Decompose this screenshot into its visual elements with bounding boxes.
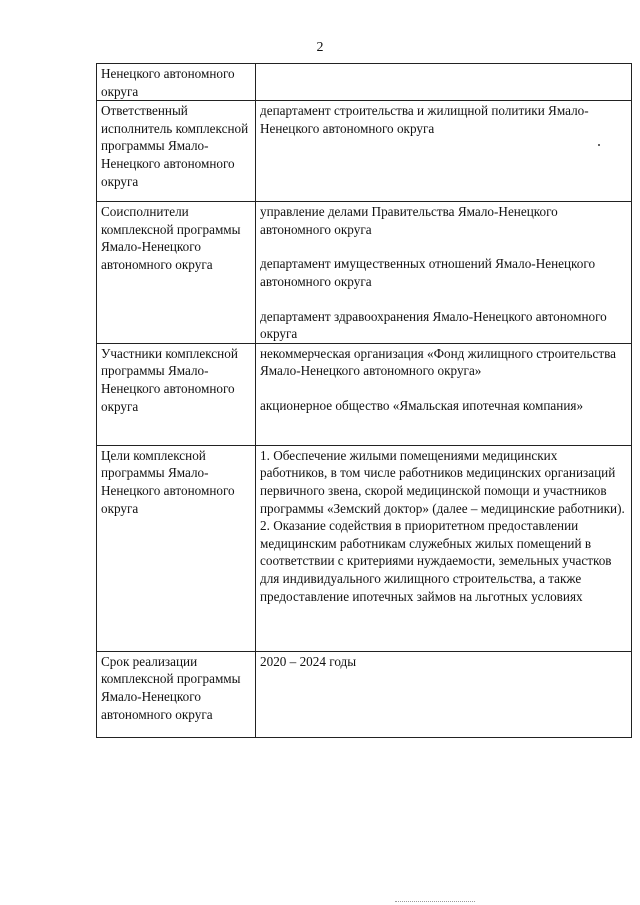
row-label: Участники комплексной программы Ямало-Ненецкого автономного округа [97,343,256,445]
row-value [256,202,632,344]
row-label: Срок реализации комплексной программы Ямало-Ненецкого автономного округа [97,651,256,737]
table-row-responsible-executor [97,101,632,202]
table-row-participants [97,343,632,445]
table-row-continuation [97,64,632,101]
row-value [256,101,632,202]
row-value [256,343,632,445]
page-number: 2 [316,40,324,55]
row-value [256,651,632,737]
row-label: Ответственный исполнитель комплексной программы Ямало-Ненецкого автономного округа [97,101,256,202]
table-row-implementation-period [97,651,632,737]
value-paragraph: 2. Оказание содействия в приоритетном предоставлении медицинским работникам служебных жилых помещений в соответствии с критериями нуждаемости, земельных участков для индивидуального жилищного строительства, а также предоставление ипотечных займов на льготных условиях [260,518,612,604]
row-label: Соисполнители комплексной программы Ямало-Ненецкого автономного округа [97,202,256,344]
scan-speck [598,144,600,146]
scan-footer-marks [395,901,475,904]
value-paragraph: 2020 – 2024 годы [260,653,357,669]
value-paragraph: некоммерческая организация «Фонд жилищного строительства Ямало-Ненецкого автономного округа» [260,345,617,379]
table-row-co-executors [97,202,632,344]
value-paragraph: управление делами Правительства Ямало-Ненецкого автономного округа [260,204,558,237]
value-paragraph: 1. Обеспечение жилыми помещениями медицинских работников, в том числе работников медицинских организаций первичного звена, скорой медицинской помощи и участников программы «Земский доктор» (далее – медицинские работники). [260,447,625,516]
value-paragraph: акционерное общество «Ямальская ипотечная компания» [260,397,584,413]
row-value-empty [256,64,632,101]
table-row-goals [97,445,632,651]
row-value [256,445,632,651]
value-paragraph: департамент здравоохранения Ямало-Ненецкого автономного округа [260,308,607,342]
program-passport-table [96,63,632,738]
value-paragraph: департамент имущественных отношений Ямало-Ненецкого автономного округа [260,256,596,289]
row-label: Цели комплексной программы Ямало-Ненецкого автономного округа [97,445,256,651]
value-paragraph: департамент строительства и жилищной политики Ямало-Ненецкого автономного округа [260,103,589,136]
row-label: Ненецкого автономного округа [97,64,256,101]
